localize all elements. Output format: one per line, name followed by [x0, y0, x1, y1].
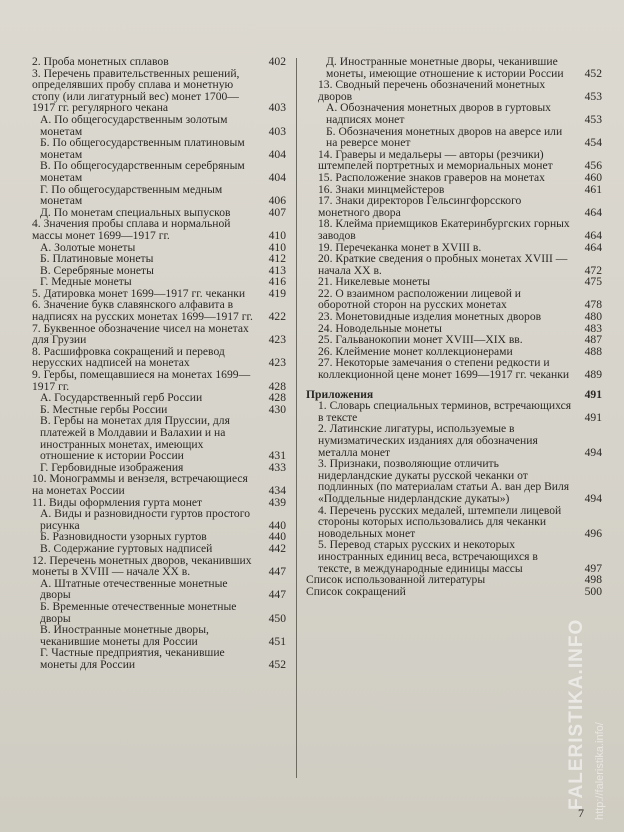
toc-entry-title: Б. Местные гербы России [40, 402, 168, 416]
toc-entry-title: 24. Новодельные монеты [318, 321, 442, 335]
toc-entry [20, 68, 286, 114]
toc-page-number: 447 [268, 565, 286, 579]
toc-page-number: 439 [268, 495, 286, 509]
toc-entry-title: 25. Гальванокопии монет XVIII—XIX вв. [318, 333, 523, 347]
toc-page-number: 491 [584, 410, 602, 424]
toc-entry-title: Г. Частные предприятия, чеканившие монеты для России [40, 646, 225, 671]
toc-entry [20, 543, 286, 555]
toc-entry-title: 16. Знаки минцмейстеров [318, 182, 445, 196]
toc-entry-title: 26. Клеймение монет коллекционерами [318, 344, 513, 358]
toc-entry [306, 458, 602, 504]
toc-entry-title: В. По общегосударственным серебряным монетам [40, 159, 245, 184]
toc-page-number: 419 [268, 286, 286, 300]
toc-page-number: 475 [584, 275, 602, 289]
toc-page-number: 410 [268, 228, 286, 242]
toc-entry-title: 2. Проба монетных сплавов [32, 55, 169, 68]
toc-entry-title: Г. По общегосударственным медным монетам [40, 182, 223, 208]
toc-entry-title: 12. Перечень монетных дворов, чеканивших монеты в XVIII — начале XX в. [32, 553, 252, 579]
toc-entry [306, 172, 602, 184]
toc-entry-title: В. Гербы на монетах для Пруссии, для платежей в Молдавии и Валахии и на иностранных монетах, имеющих отношение к истории России [40, 414, 230, 463]
toc-entry-title: В. Иностранные монетные дворы, чеканившие монеты для России [40, 623, 209, 648]
toc-entry [306, 288, 602, 311]
toc-entry [306, 357, 602, 380]
toc-entry-title: Б. Платиновые монеты [40, 252, 154, 266]
toc-page-number: 410 [268, 240, 286, 254]
toc-entry [20, 346, 286, 369]
toc-entry [306, 218, 602, 241]
toc-page-number: 428 [268, 379, 286, 393]
toc-entry-title: 4. Значения пробы сплава и нормальной массы монет 1699—1917 гг. [32, 217, 231, 242]
toc-entry [306, 149, 602, 172]
toc-entry [20, 323, 286, 346]
toc-page-number: 494 [584, 491, 602, 505]
toc-entry [306, 311, 602, 323]
toc-entry-title: Б. Обозначения монетных дворов на аверсе или на реверсе монет [326, 124, 563, 150]
toc-entry-title: А. Штатные отечественные монетные дворы [40, 576, 228, 602]
toc-entry-title: 5. Датировка монет 1699—1917 гг. чеканки [32, 286, 246, 300]
toc-page-number: 480 [584, 310, 602, 324]
toc-page-number: 456 [584, 159, 602, 173]
toc-page-number: 422 [268, 310, 286, 324]
toc-entry-title: 4. Перечень русских медалей, штемпели лицевой стороны которых использовались для чеканки новодельных монет [318, 503, 562, 540]
toc-entry [20, 508, 286, 531]
toc-page-number: 498 [584, 573, 602, 587]
toc-entry-title: Список сокращений [306, 584, 406, 598]
toc-entry [20, 253, 286, 265]
toc-page-number: 454 [584, 136, 602, 150]
toc-entry [306, 79, 602, 102]
toc-entry [306, 574, 602, 586]
toc-entry [20, 160, 286, 183]
toc-page-number: 478 [584, 298, 602, 312]
page-number: 7 [578, 806, 584, 820]
toc-entry-title: 6. Значение букв славянского алфавита в надписях на русских монетах 1699—1917 гг. [32, 298, 253, 324]
toc-page-number: 494 [584, 445, 602, 459]
toc-entry-title: 15. Расположение знаков граверов на монетах [318, 170, 545, 184]
toc-entry-title: 19. Перечеканка монет в XVIII в. [318, 240, 482, 254]
toc-page-number: 491 [584, 387, 602, 401]
toc-page-number: 451 [268, 634, 286, 648]
toc-page-number: 412 [268, 252, 286, 266]
toc-entry [20, 218, 286, 241]
toc-entry-title: 3. Перечень правительственных решений, определявших пробу сплава и монетную стопу (или лигатурный вес) монет 1700—1917 гг. регулярного чекана [32, 66, 240, 115]
toc-page-number: 402 [268, 55, 286, 68]
toc-entry-title: 22. О взаимном расположении лицевой и оборотной сторон на русских монетах [318, 286, 522, 312]
toc-page-number: 452 [268, 657, 286, 671]
toc-entry [306, 586, 602, 598]
toc-entry-title: 27. Некоторые замечания о степени редкости и коллекционной цене монет 1699—1917 гг. чеканки [318, 356, 570, 382]
toc-entry-title: 1. Словарь специальных терминов, встречающихся в тексте [318, 399, 572, 424]
toc-entry-title: 13. Сводный перечень обозначений монетных дворов [318, 78, 546, 103]
toc-page-number: 431 [268, 449, 286, 463]
toc-entry [20, 555, 286, 578]
toc-page-number: 487 [584, 333, 602, 347]
toc-page-number: 416 [268, 275, 286, 289]
toc-page-number: 464 [584, 228, 602, 242]
toc-entry-title: Список использованной литературы [306, 573, 486, 587]
toc-page-number: 413 [268, 263, 286, 277]
toc-page-number: 407 [268, 205, 286, 219]
toc-page-number: 461 [584, 182, 602, 196]
toc-entry-title: 8. Расшифровка сокращений и перевод нерусских надписей на монетах [32, 344, 225, 370]
toc-entry-title: А. Государственный герб России [40, 391, 203, 405]
toc-page-number: 406 [268, 194, 286, 208]
toc-entry [20, 56, 286, 68]
toc-entry-title: 9. Гербы, помещавшиеся на монетах 1699—1917 гг. [32, 368, 251, 393]
toc-entry-title: В. Серебряные монеты [40, 263, 154, 277]
toc-page-number: 460 [584, 170, 602, 184]
toc-page-number: 497 [584, 561, 602, 575]
toc-entry [20, 601, 286, 624]
toc-right-column [306, 56, 602, 597]
toc-entry-title: 10. Монограммы и вензеля, встречающиеся на монетах России [32, 472, 248, 497]
toc-entry-title: 2. Латинские лигатуры, используемые в нумизматических изданиях для обозначения металла монет [318, 422, 538, 459]
toc-entry [306, 400, 602, 423]
toc-entry [20, 647, 286, 670]
toc-page-number: 447 [268, 588, 286, 602]
toc-entry-title: 23. Монетовидные изделия монетных дворов [318, 310, 542, 324]
toc-entry [306, 423, 602, 458]
toc-page-number: 404 [268, 147, 286, 161]
toc-entry-title: 11. Виды оформления гурта монет [32, 495, 203, 509]
toc-left-column [20, 56, 286, 670]
toc-entry-title: 17. Знаки директоров Гельсингфорсского монетного двора [318, 194, 522, 219]
toc-page-number: 440 [268, 530, 286, 544]
toc-entry-title: Приложения [306, 387, 374, 401]
toc-entry-title: Г. Гербовидные изображения [40, 460, 184, 474]
toc-page-number: 489 [584, 368, 602, 382]
toc-entry [20, 578, 286, 601]
toc-entry [20, 473, 286, 496]
toc-entry [306, 253, 602, 276]
toc-page-number: 423 [268, 333, 286, 347]
toc-entry [306, 126, 602, 149]
toc-page-number: 450 [268, 611, 286, 625]
toc-page-number: 483 [584, 321, 602, 335]
toc-page-number: 464 [584, 205, 602, 219]
watermark-url: http://faleristika.info/ [594, 722, 606, 820]
toc-entry [20, 369, 286, 392]
toc-entry [20, 299, 286, 322]
toc-page-number: 404 [268, 170, 286, 184]
watermark-brand: FALERISTIKA.INFO [566, 618, 587, 810]
toc-entry-title: А. Обозначения монетных дворов в гуртовых надписях монет [326, 101, 551, 126]
toc-page-number: 496 [584, 526, 602, 540]
toc-entry [20, 415, 286, 461]
toc-page-number: 440 [268, 518, 286, 532]
toc-page-number: 433 [268, 460, 286, 474]
toc-entry-title: А. Виды и разновидности гуртов простого рисунка [40, 507, 250, 532]
toc-entry-title: Б. Разновидности узорных гуртов [40, 530, 207, 544]
toc-page-number: 434 [268, 483, 286, 497]
toc-entry-title: Д. Иностранные монетные дворы, чеканившие монеты, имеющие отношение к истории России [326, 55, 564, 80]
toc-entry-title: 3. Признаки, позволяющие отличить нидерландские дукаты русской чеканки от подлинных (по материалам статьи А. ван дер Виля «Поддельные нидерландские дукаты») [318, 457, 570, 505]
toc-page-number: 464 [584, 240, 602, 254]
toc-page-number: 442 [268, 541, 286, 555]
toc-page-number: 403 [268, 124, 286, 138]
toc-entry [306, 102, 602, 125]
toc-entry [306, 56, 602, 79]
toc-entry-title: Б. Временные отечественные монетные дворы [40, 599, 237, 625]
toc-page-number: 453 [584, 89, 602, 103]
toc-entry [20, 624, 286, 647]
toc-page-number: 452 [584, 66, 602, 80]
toc-page-number: 472 [584, 263, 602, 277]
toc-page-number: 428 [268, 391, 286, 405]
toc-entry-title: Г. Медные монеты [40, 275, 132, 289]
toc-entry-title: А. Золотые монеты [40, 240, 136, 254]
toc-page-number: 500 [584, 584, 602, 598]
toc-entry-title: Д. По монетам специальных выпусков [40, 205, 231, 219]
toc-entry-title: 20. Краткие сведения о пробных монетах XVIII — начала XX в. [318, 252, 568, 277]
toc-entry [20, 114, 286, 137]
toc-entry [20, 184, 286, 207]
toc-entry-title: А. По общегосударственным золотым монетам [40, 112, 228, 138]
toc-entry-title: В. Содержание гуртовых надписей [40, 541, 213, 555]
toc-page-number: 423 [268, 356, 286, 370]
toc-entry [20, 137, 286, 160]
toc-page-number: 430 [268, 402, 286, 416]
toc-page-number: 488 [584, 344, 602, 358]
toc-entry [306, 539, 602, 574]
toc-entry-title: 7. Буквенное обозначение чисел на монетах для Грузии [32, 321, 249, 347]
toc-page-number: 453 [584, 112, 602, 126]
toc-entry [306, 195, 602, 218]
toc-entry [306, 505, 602, 540]
toc-page-number: 403 [268, 101, 286, 115]
toc-entry-title: 21. Никелевые монеты [318, 275, 431, 289]
column-divider [296, 58, 297, 778]
toc-entry-title: Б. По общегосударственным платиновым монетам [40, 136, 245, 161]
toc-entry-title: 5. Перевод старых русских и некоторых иностранных единиц веса, встречающихся в тексте, в международные единицы массы [318, 538, 538, 575]
toc-entry-title: 14. Граверы и медальеры — авторы (резчики) штемпелей портретных и мемориальных монет [318, 147, 553, 173]
toc-entry-title: 18. Клейма приемщиков Екатеринбургских горных заводов [318, 217, 570, 242]
